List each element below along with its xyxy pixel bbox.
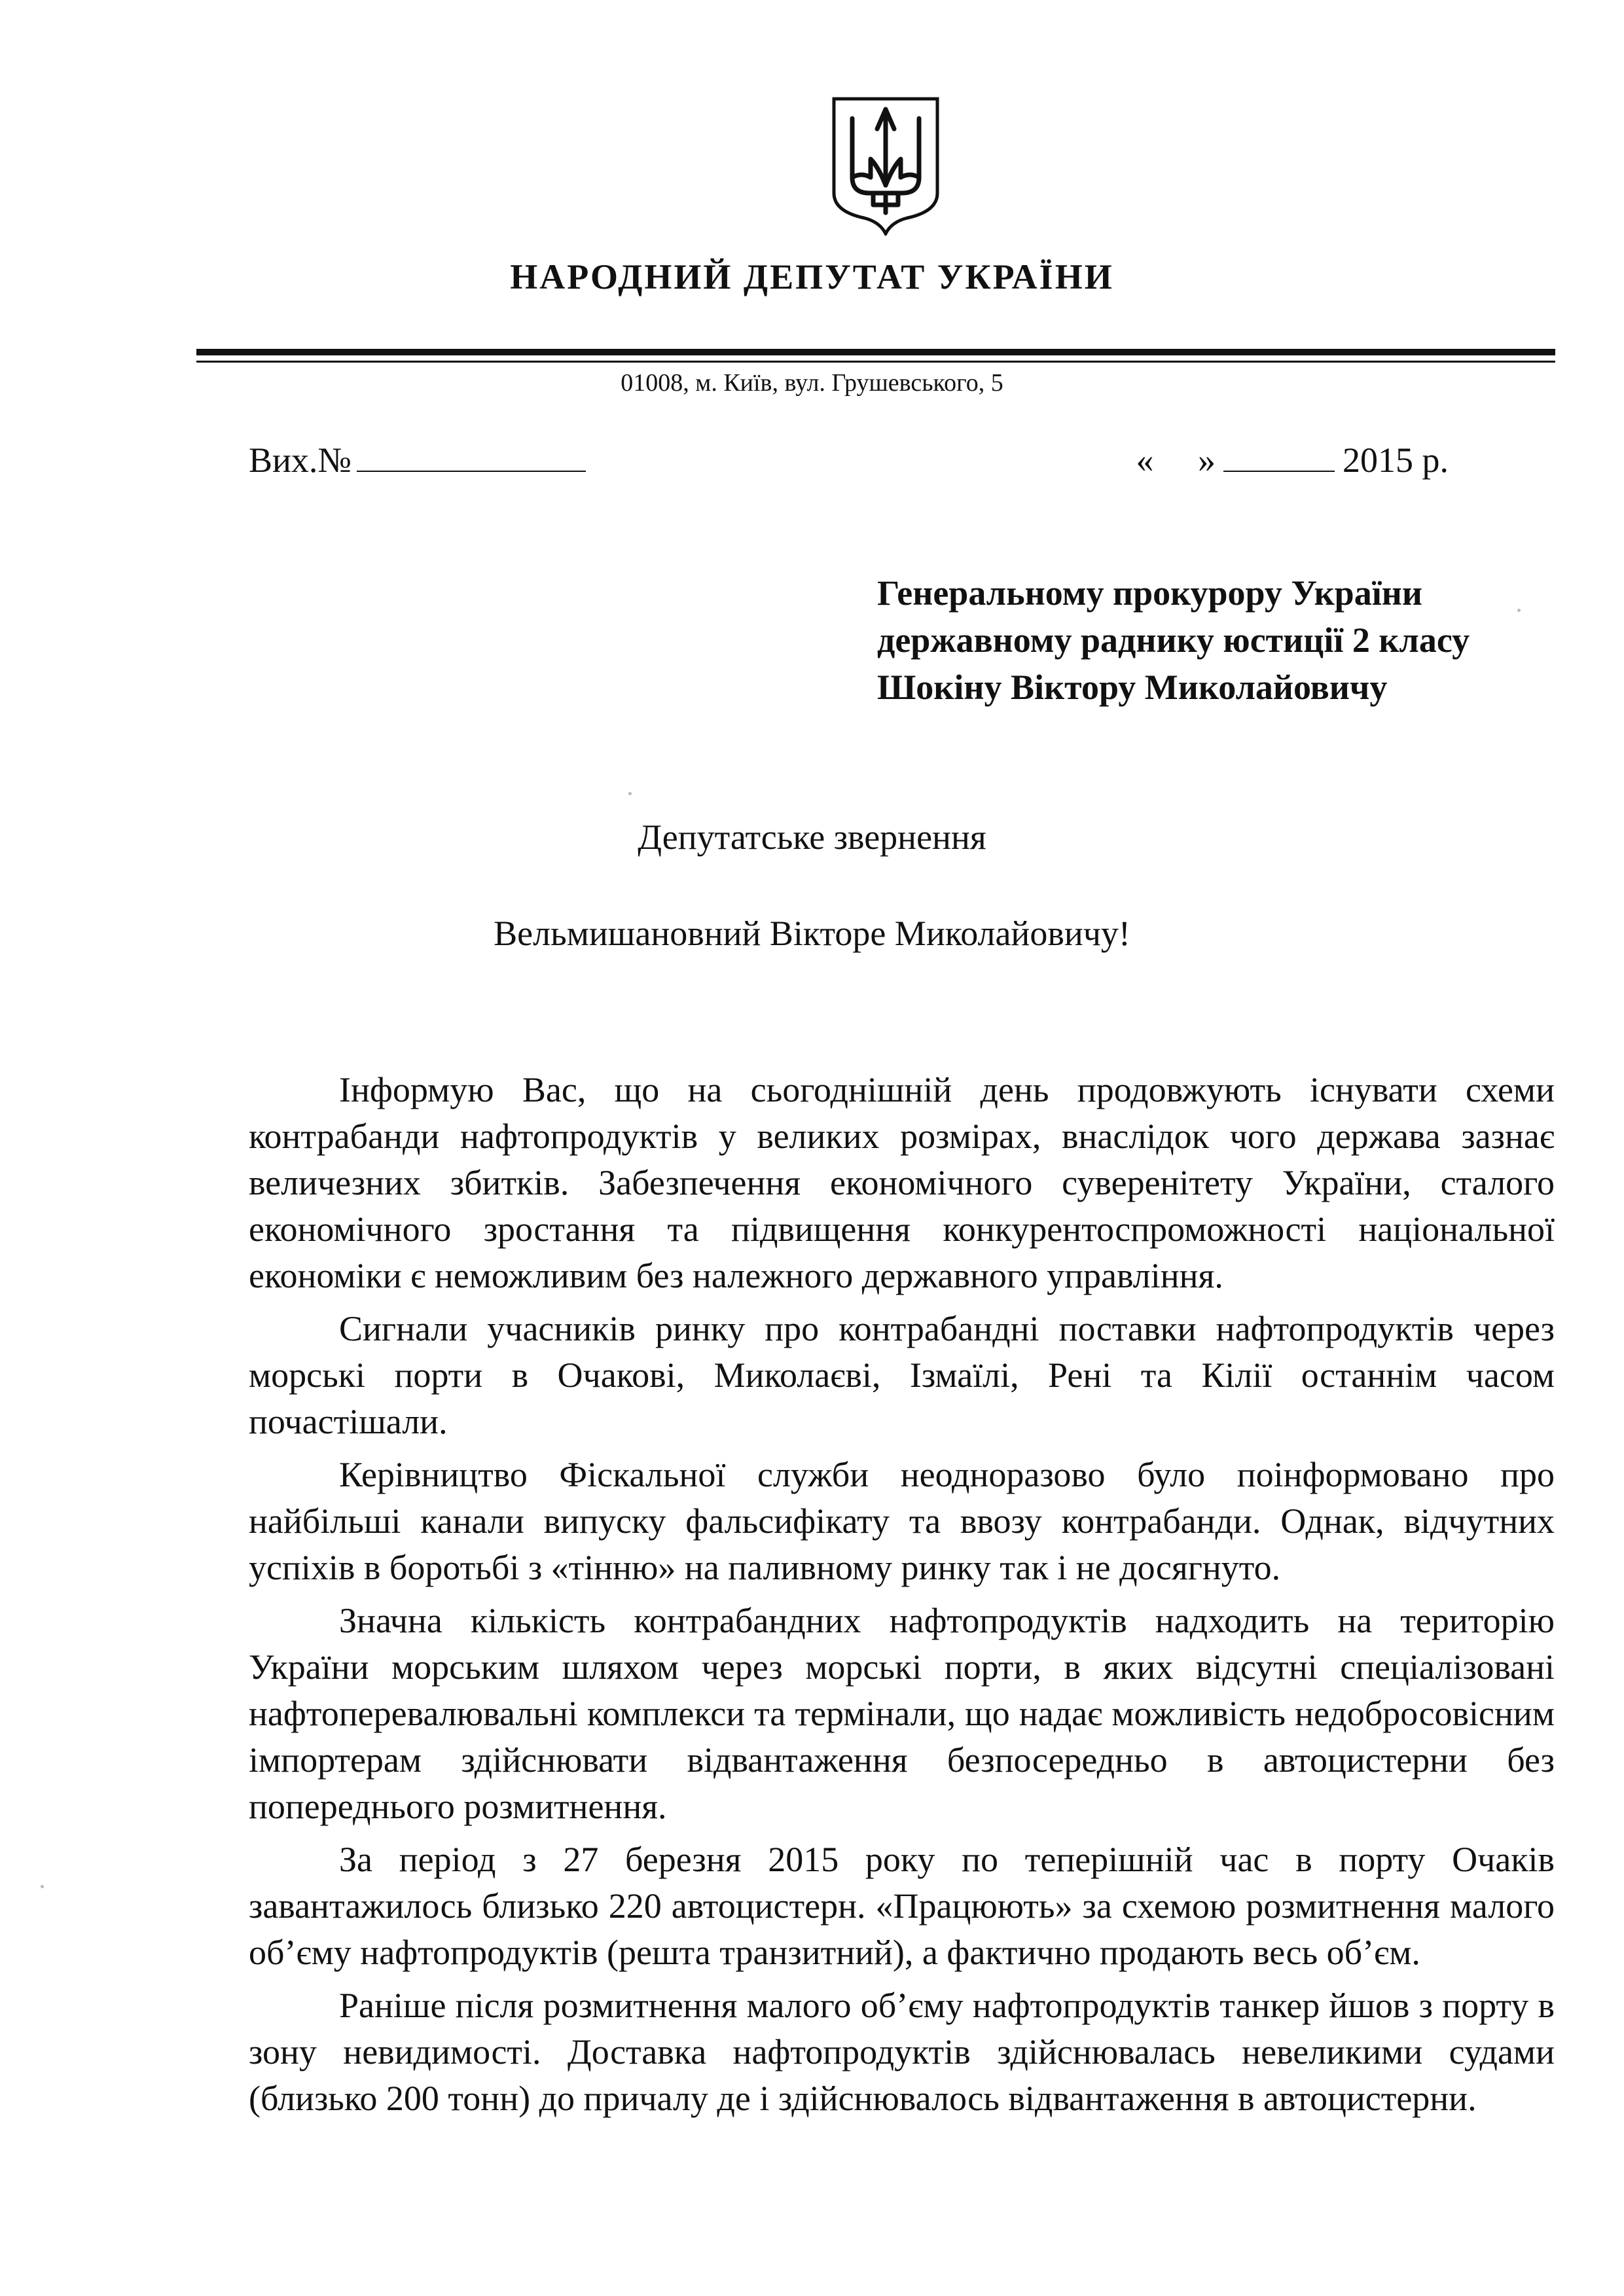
addressee-block bbox=[877, 569, 1470, 711]
header-divider-thin bbox=[196, 361, 1555, 363]
addressee-line: державному раднику юстиції 2 класу bbox=[877, 620, 1470, 660]
body-paragraph: Інформую Вас, що на сьогоднішній день продовжують існувати схеми контрабанди нафтопродуктів у великих розмірах, внаслідок чого держава зазнає величезних збитків. Забезпечення економічного суверенітету України, сталого економічного зростання та підвищення конкурентоспроможності національної економіки є неможливим без належного державного управління. bbox=[249, 1070, 1555, 1295]
body-paragraph: Сигнали учасників ринку про контрабандні поставки нафтопродуктів через морські порти в Очакові, Миколаєві, Ізмаїлі, Рені та Кілії останнім часом почастішали. bbox=[249, 1309, 1555, 1441]
body-paragraph: Керівництво Фіскальної служби неодноразово було поінформовано про найбільші канали випуску фальсифікату та ввозу контрабанди. Однак, відчутних успіхів в боротьбі з «тінню» на паливному ринку так і не досягнуто. bbox=[249, 1455, 1555, 1587]
outgoing-number-blank bbox=[357, 471, 586, 472]
document-title: Депутатське звернення bbox=[638, 817, 986, 857]
body-paragraph: Раніше після розмитнення малого об’єму нафтопродуктів танкер йшов з порту в зону невидимості. Доставка нафтопродуктів здійснювалась невеликими судами (близько 200 тонн) до причалу де і здійснювалось відвантаження в автоцистерни. bbox=[249, 1986, 1555, 2118]
scan-speck bbox=[1517, 609, 1521, 612]
page-title: НАРОДНИЙ ДЕПУТАТ УКРАЇНИ bbox=[510, 257, 1114, 296]
header-divider-thick bbox=[196, 349, 1555, 355]
date-field bbox=[1136, 440, 1449, 480]
letter-body bbox=[249, 1067, 1555, 2122]
sender-address: 01008, м. Київ, вул. Грушевського, 5 bbox=[621, 369, 1003, 397]
date-month-blank bbox=[1223, 471, 1335, 472]
scan-speck bbox=[628, 792, 632, 795]
date-open-quote: « bbox=[1136, 440, 1154, 480]
addressee-line: Генеральному прокурору України bbox=[877, 573, 1422, 613]
outgoing-number-label: Вих.№ bbox=[249, 440, 352, 480]
trident-coat-of-arms-icon bbox=[830, 95, 941, 236]
scan-speck bbox=[41, 1885, 44, 1888]
date-close-quote: » bbox=[1198, 440, 1216, 480]
date-year: 2015 р. bbox=[1343, 440, 1449, 480]
body-paragraph: За період з 27 березня 2015 року по теперішній час в порту Очаків завантажилось близько 220 автоцистерн. «Працюють» за схемою розмитнення малого об’єму нафтопродуктів (решта транзитний), а фактично продають весь об’єм. bbox=[249, 1840, 1555, 1972]
salutation: Вельмишановний Вікторе Миколайовичу! bbox=[494, 914, 1130, 953]
addressee-line: Шокіну Віктору Миколайовичу bbox=[877, 668, 1388, 707]
outgoing-number-field bbox=[249, 440, 586, 480]
body-paragraph: Значна кількість контрабандних нафтопродуктів надходить на територію України морським шляхом через морські порти, в яких відсутні спеціалізовані нафтоперевалювальні комплекси та термінали, що надає можливість недобросовісним імпортерам здійснювати відвантаження безпосередньо в автоцистерни без попереднього розмитнення. bbox=[249, 1601, 1555, 1826]
